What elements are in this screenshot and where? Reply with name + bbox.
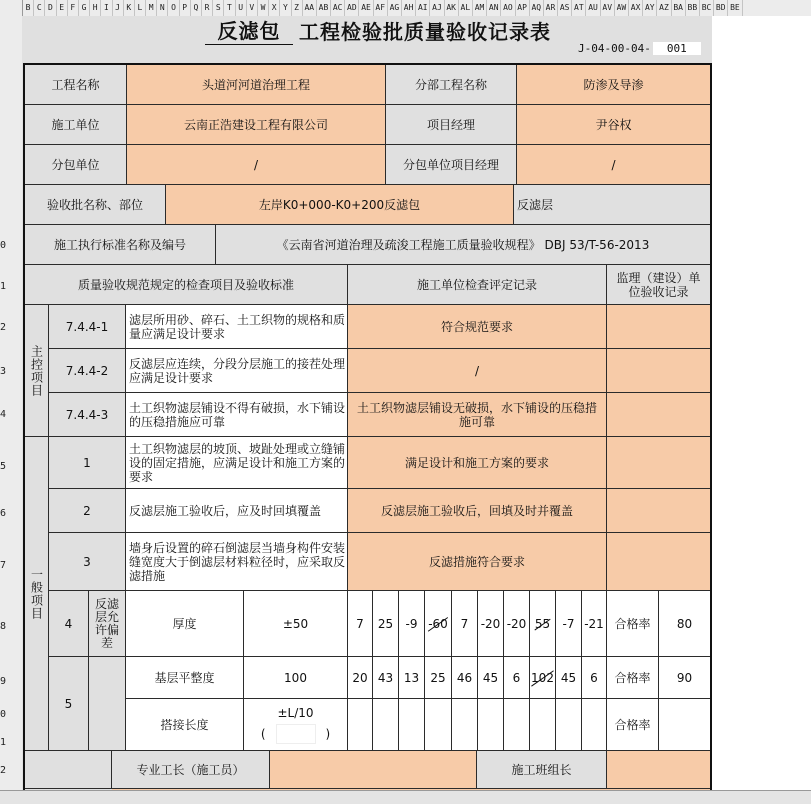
- out-of-tolerance-value: 102: [531, 670, 554, 685]
- general-item-3-record[interactable]: 反滤措施符合要求: [348, 533, 607, 591]
- measured-value[interactable]: -21: [582, 591, 607, 657]
- measured-value[interactable]: 46: [452, 657, 478, 699]
- measured-value[interactable]: -20: [478, 591, 504, 657]
- column-letter[interactable]: AM: [473, 0, 487, 16]
- general-item-5-code: 5: [49, 657, 89, 751]
- main-item-1-supervisor[interactable]: [607, 305, 711, 349]
- main-item-1-code: 7.4.4-1: [49, 305, 126, 349]
- column-letter[interactable]: AZ: [657, 0, 671, 16]
- general-label: 一般项目: [25, 437, 49, 751]
- column-letter[interactable]: AC: [331, 0, 345, 16]
- main-item-2-record[interactable]: /: [348, 349, 607, 393]
- row-number[interactable]: 4: [0, 409, 7, 420]
- supervisor-record-header: 监理（建设）单位验收记录: [607, 265, 711, 305]
- column-letter[interactable]: AG: [388, 0, 402, 16]
- column-letter[interactable]: U: [236, 0, 247, 16]
- column-letter[interactable]: W: [258, 0, 269, 16]
- subcontractor-value[interactable]: /: [127, 145, 386, 185]
- contractor-record-header: 施工单位检查评定记录: [348, 265, 607, 305]
- row-number[interactable]: 0: [0, 709, 7, 720]
- batch-label: 验收批名称、部位: [25, 185, 166, 225]
- measured-value[interactable]: [504, 699, 530, 751]
- sheet-tab-bar[interactable]: [0, 790, 811, 804]
- measured-value[interactable]: 6: [504, 657, 530, 699]
- column-letter[interactable]: D: [45, 0, 56, 16]
- general-item-1-supervisor[interactable]: [607, 437, 711, 489]
- measured-value[interactable]: [452, 699, 478, 751]
- measured-value[interactable]: 13: [399, 657, 425, 699]
- measured-value[interactable]: [348, 699, 373, 751]
- measured-value[interactable]: 45: [478, 657, 504, 699]
- paren-open: (: [260, 726, 266, 741]
- measured-value[interactable]: [478, 699, 504, 751]
- project-label: 工程名称: [25, 65, 127, 105]
- column-letter[interactable]: AV: [601, 0, 615, 16]
- column-letter[interactable]: E: [57, 0, 68, 16]
- column-letter[interactable]: BD: [714, 0, 728, 16]
- column-letter[interactable]: M: [146, 0, 157, 16]
- general-item-2-record[interactable]: 反滤层施工验收后，回填及时并覆盖: [348, 489, 607, 533]
- column-letter[interactable]: BB: [686, 0, 700, 16]
- row-number[interactable]: 3: [0, 366, 7, 377]
- column-letter[interactable]: Q: [191, 0, 202, 16]
- column-letter[interactable]: Z: [292, 0, 303, 16]
- column-letter[interactable]: AS: [558, 0, 572, 16]
- manager-value[interactable]: 尹谷权: [517, 105, 711, 145]
- measured-value[interactable]: [373, 699, 399, 751]
- column-letter[interactable]: BE: [728, 0, 742, 16]
- column-letter[interactable]: N: [157, 0, 168, 16]
- column-letter[interactable]: R: [202, 0, 213, 16]
- contractor-label: 施工单位: [25, 105, 127, 145]
- doc-number: [578, 42, 701, 55]
- row-number[interactable]: 6: [0, 508, 7, 519]
- pass-rate-label: 合格率: [607, 591, 659, 657]
- tolerance-length-input[interactable]: [276, 724, 316, 744]
- row-number[interactable]: 8: [0, 621, 7, 632]
- foreman-value[interactable]: [270, 751, 477, 789]
- paren-close: ): [325, 726, 331, 741]
- column-letter[interactable]: B: [23, 0, 34, 16]
- measured-value[interactable]: -7: [556, 591, 582, 657]
- main-control-label: 主控项目: [25, 305, 49, 437]
- subproject-label: 分部工程名称: [386, 65, 517, 105]
- column-letter[interactable]: AH: [402, 0, 416, 16]
- column-letter[interactable]: L: [135, 0, 146, 16]
- batch-value[interactable]: 左岸K0+000-K0+200反滤包: [166, 185, 514, 225]
- column-letter[interactable]: AN: [487, 0, 501, 16]
- column-letter[interactable]: X: [269, 0, 280, 16]
- row-number[interactable]: 1: [0, 281, 7, 292]
- column-letter[interactable]: AB: [317, 0, 331, 16]
- team-label: 施工班组长: [477, 751, 607, 789]
- foreman-label: 专业工长（施工员）: [112, 751, 270, 789]
- column-letter[interactable]: G: [79, 0, 90, 16]
- column-letter[interactable]: AK: [445, 0, 459, 16]
- main-item-3-code: 7.4.4-3: [49, 393, 126, 437]
- row-number[interactable]: 9: [0, 676, 7, 687]
- column-letter[interactable]: AX: [629, 0, 643, 16]
- measure-tolerance: ±50: [244, 591, 348, 657]
- measured-value[interactable]: 25: [373, 591, 399, 657]
- column-letters: [23, 0, 743, 16]
- row-number[interactable]: 5: [0, 461, 7, 472]
- corner-cell[interactable]: [0, 0, 23, 16]
- title-text: 工程检验批质量验收记录表: [299, 19, 551, 44]
- column-letter[interactable]: Y: [280, 0, 291, 16]
- title-project-type: 反滤包: [205, 15, 293, 45]
- column-letter[interactable]: AR: [544, 0, 558, 16]
- standard-value[interactable]: 《云南省河道治理及疏浚工程施工质量验收规程》 DBJ 53/T-56-2013: [216, 225, 711, 265]
- pass-rate-value[interactable]: 80: [659, 591, 711, 657]
- measure-name: 搭接长度: [126, 699, 244, 751]
- column-letter[interactable]: V: [247, 0, 258, 16]
- main-item-3-record[interactable]: 土工织物滤层铺设无破损，水下铺设的压稳措施可靠: [348, 393, 607, 437]
- column-letter[interactable]: AT: [572, 0, 586, 16]
- general-item-1-code: 1: [49, 437, 126, 489]
- column-letter[interactable]: S: [213, 0, 224, 16]
- pass-rate-value[interactable]: [659, 699, 711, 751]
- measure-name: 基层平整度: [126, 657, 244, 699]
- manager-label: 项目经理: [386, 105, 517, 145]
- pass-rate-value[interactable]: 90: [659, 657, 711, 699]
- column-letter[interactable]: BA: [672, 0, 686, 16]
- measured-value[interactable]: -20: [504, 591, 530, 657]
- column-letter[interactable]: J: [113, 0, 124, 16]
- page-title: [205, 16, 551, 44]
- column-letter[interactable]: I: [101, 0, 112, 16]
- column-header-bar: [0, 0, 811, 17]
- measure-tolerance: 100: [244, 657, 348, 699]
- column-letter[interactable]: BC: [700, 0, 714, 16]
- tolerance-input-row: [261, 724, 330, 744]
- general-item-2-supervisor[interactable]: [607, 489, 711, 533]
- doc-code: J-04-00-04-: [578, 42, 651, 55]
- column-letter[interactable]: AE: [359, 0, 373, 16]
- out-of-tolerance-value: -60: [428, 616, 448, 631]
- sub-manager-label: 分包单位项目经理: [386, 145, 517, 185]
- column-letter[interactable]: AL: [459, 0, 473, 16]
- main-item-2-code: 7.4.4-2: [49, 349, 126, 393]
- general-item-1-text: 土工织物滤层的坡顶、坡趾处理或立缝铺设的固定措施，应满足设计和施工方案的要求: [126, 437, 348, 489]
- column-letter[interactable]: AY: [643, 0, 657, 16]
- general-item-3-code: 3: [49, 533, 126, 591]
- row-number[interactable]: 1: [0, 737, 7, 748]
- sheet-empty-area[interactable]: [712, 16, 811, 803]
- team-value[interactable]: [607, 751, 711, 789]
- measured-value[interactable]: [582, 699, 607, 751]
- pass-rate-label: 合格率: [607, 699, 659, 751]
- row-number[interactable]: 0: [0, 240, 7, 251]
- general-item-2-code: 2: [49, 489, 126, 533]
- general-item-3-supervisor[interactable]: [607, 533, 711, 591]
- criteria-header: 质量验收规范规定的检查项目及验收标准: [25, 265, 348, 305]
- column-letter[interactable]: C: [34, 0, 45, 16]
- row-number[interactable]: 7: [0, 560, 7, 571]
- main-item-3-supervisor[interactable]: [607, 393, 711, 437]
- column-letter[interactable]: AU: [586, 0, 600, 16]
- pass-rate-label: 合格率: [607, 657, 659, 699]
- column-letter[interactable]: AA: [303, 0, 317, 16]
- subproject-value[interactable]: 防渗及导渗: [517, 65, 711, 105]
- measured-value[interactable]: 7: [348, 591, 373, 657]
- column-letter[interactable]: F: [68, 0, 79, 16]
- main-item-1-text: 滤层所用砂、碎石、土工织物的规格和质量应满足设计要求: [126, 305, 348, 349]
- main-item-2-text: 反滤层应连续，分段分层施工的接茬处理应满足设计要求: [126, 349, 348, 393]
- measured-value[interactable]: 6: [582, 657, 607, 699]
- doc-serial[interactable]: 001: [653, 42, 701, 55]
- measure-name: 厚度: [126, 591, 244, 657]
- column-letter[interactable]: AI: [416, 0, 430, 16]
- measured-value[interactable]: 43: [373, 657, 399, 699]
- general-item-2-text: 反滤层施工验收后，应及时回填覆盖: [126, 489, 348, 533]
- row-header-bar: [0, 16, 23, 803]
- main-item-3-text: 土工织物滤层铺设不得有破损，水下铺设的压稳措施应可靠: [126, 393, 348, 437]
- general-item-3-text: 墙身后设置的碎石倒滤层当墙身构件安装缝宽度大于倒滤层材料粒径时，应采取反滤措施: [126, 533, 348, 591]
- column-letter[interactable]: AJ: [430, 0, 444, 16]
- column-letter[interactable]: K: [124, 0, 135, 16]
- column-letter[interactable]: P: [180, 0, 191, 16]
- measured-value[interactable]: [425, 699, 452, 751]
- column-letter[interactable]: AF: [374, 0, 388, 16]
- sub-manager-value[interactable]: /: [517, 145, 711, 185]
- column-letter[interactable]: T: [224, 0, 235, 16]
- row-number[interactable]: 2: [0, 322, 7, 333]
- measured-value[interactable]: [556, 699, 582, 751]
- tolerance-value: ±L/10: [277, 705, 314, 720]
- measured-value[interactable]: 7: [452, 591, 478, 657]
- row-number[interactable]: 2: [0, 765, 7, 776]
- column-letter[interactable]: AD: [345, 0, 359, 16]
- deviation-label: 反滤层允许偏差: [89, 591, 126, 657]
- out-of-tolerance-value: 55: [534, 616, 551, 631]
- column-letter[interactable]: AP: [516, 0, 530, 16]
- measured-value[interactable]: 20: [348, 657, 373, 699]
- batch-part[interactable]: 反滤层: [514, 185, 711, 225]
- measured-value[interactable]: 45: [556, 657, 582, 699]
- general-item-1-record[interactable]: 满足设计和施工方案的要求: [348, 437, 607, 489]
- deviation-label-cont: [89, 657, 126, 751]
- measured-value[interactable]: [530, 591, 556, 657]
- column-letter[interactable]: AW: [615, 0, 629, 16]
- footer-spacer: [25, 751, 112, 789]
- measured-value[interactable]: [399, 699, 425, 751]
- column-letter[interactable]: H: [90, 0, 101, 16]
- column-letter[interactable]: AQ: [530, 0, 544, 16]
- subcontractor-label: 分包单位: [25, 145, 127, 185]
- main-item-2-supervisor[interactable]: [607, 349, 711, 393]
- main-item-1-record[interactable]: 符合规范要求: [348, 305, 607, 349]
- standard-label: 施工执行标准名称及编号: [25, 225, 216, 265]
- measure-tolerance: [244, 699, 348, 751]
- general-item-4-code: 4: [49, 591, 89, 657]
- measured-value[interactable]: [425, 591, 452, 657]
- measured-value[interactable]: [530, 699, 556, 751]
- column-letter[interactable]: AO: [501, 0, 515, 16]
- project-value[interactable]: 头道河河道治理工程: [127, 65, 386, 105]
- measured-value[interactable]: -9: [399, 591, 425, 657]
- column-letter[interactable]: O: [168, 0, 179, 16]
- measured-value[interactable]: 25: [425, 657, 452, 699]
- contractor-value[interactable]: 云南正浩建设工程有限公司: [127, 105, 386, 145]
- measured-value[interactable]: [530, 657, 556, 699]
